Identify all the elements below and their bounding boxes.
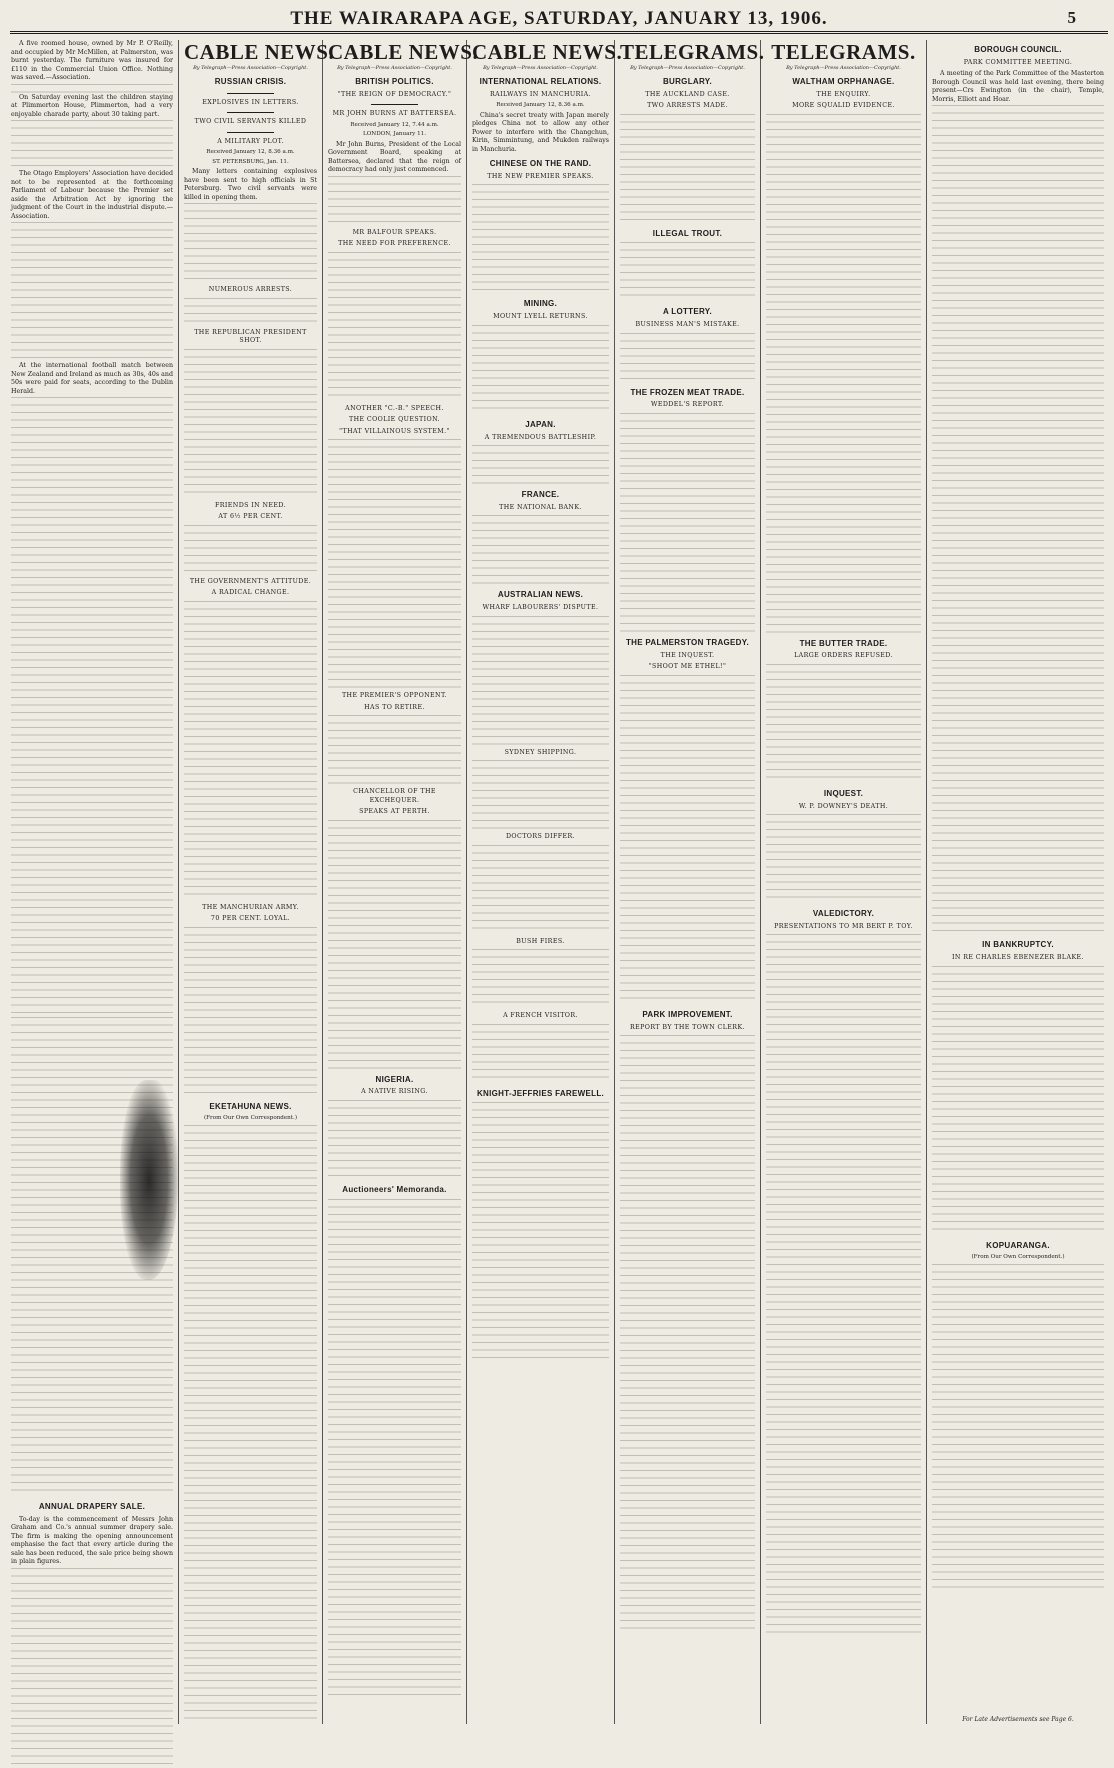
- sub-heading: W. P. DOWNEY'S DEATH.: [798, 802, 889, 810]
- sub-heading: THE GOVERNMENT'S ATTITUDE.: [189, 577, 312, 585]
- masthead-title: THE WAIRARAPA AGE, SATURDAY, JANUARY 13, 1906.: [290, 8, 828, 29]
- text-lines: [472, 845, 609, 935]
- sub-heading: PRESENTATIONS TO MR BERT P. TOY.: [774, 922, 913, 930]
- section-heading: BOROUGH COUNCIL.: [974, 45, 1062, 54]
- article-text: Mr John Burns, President of the Local Government Board, speaking at Battersea, declared that the reign of democracy had only just commenced.: [328, 140, 461, 174]
- credit-line: By Telegraph—Press Association—Copyright.: [337, 65, 452, 72]
- section-heading: A LOTTERY.: [662, 307, 713, 317]
- text-lines: [184, 525, 317, 575]
- text-lines: [766, 664, 921, 784]
- section-heading: INTERNATIONAL RELATIONS.: [479, 76, 602, 86]
- text-lines: [472, 325, 609, 415]
- text-lines: [932, 105, 1104, 935]
- section-heading: EKETAHUNA NEWS.: [209, 1101, 292, 1111]
- text-lines: [766, 934, 921, 1634]
- text-lines: [472, 760, 609, 830]
- sub-heading: A TREMENDOUS BATTLESHIP.: [484, 433, 597, 441]
- sub-heading: MR JOHN BURNS AT BATTERSEA.: [332, 110, 457, 118]
- article-text: A meeting of the Park Committee of the Masterton Borough Council was held last evening, there being present—Crs Ewington (in the chair), Temple, Morris, Elliott and Hoar.: [932, 70, 1104, 103]
- text-lines: [472, 1102, 609, 1362]
- article-text: To-day is the commencement of Messrs John Graham and Co.'s annual summer drapery sale. The firm is making the opening announcement emphasise the fact that every article during the sale has been reduced, the sale price being shown in plain figures.: [11, 1515, 173, 1566]
- sub-heading: THE COOLIE QUESTION.: [348, 416, 441, 424]
- column-6: [763, 40, 924, 1726]
- sub-heading: THE AUCKLAND CASE.: [645, 90, 730, 98]
- column-heading: CABLE NEWS.: [328, 40, 479, 64]
- text-lines: [620, 114, 755, 224]
- sub-heading: "THAT VILLAINOUS SYSTEM.": [339, 427, 450, 435]
- text-lines: [620, 1035, 755, 1635]
- credit-line: By Telegraph—Press Association—Copyright.: [786, 65, 901, 72]
- section-heading: VALEDICTORY.: [812, 909, 875, 919]
- section-heading: KNIGHT-JEFFRIES FAREWELL.: [476, 1088, 605, 1098]
- section-heading: Auctioneers' Memoranda.: [342, 1184, 447, 1194]
- credit-line: By Telegraph—Press Association—Copyright.: [630, 65, 745, 72]
- article-text: China's secret treaty with Japan merely pledges China not to allow any other Power to interfere with the Changchun, Kirin, Simmintung, and Mukden railways in Manchuria.: [472, 111, 609, 153]
- credit-line: By Telegraph—Press Association—Copyright.: [193, 65, 308, 72]
- sub-heading: "SHOOT ME ETHEL!": [648, 663, 727, 671]
- text-lines: [11, 397, 173, 1017]
- section-heading: THE BUTTER TRADE.: [799, 638, 888, 648]
- sub-heading: WHARF LABOURERS' DISPUTE.: [482, 604, 599, 612]
- column-1: [8, 40, 176, 1726]
- section-heading: BURGLARY.: [662, 76, 713, 86]
- section-heading: RUSSIAN CRISIS.: [214, 76, 287, 86]
- dateline: Received January 12, 8.36 a.m.: [496, 102, 585, 109]
- text-lines: [932, 966, 1104, 1236]
- section-heading: ANNUAL DRAPERY SALE.: [38, 1502, 146, 1511]
- section-heading: THE FROZEN MEAT TRADE.: [630, 387, 745, 397]
- text-lines: [184, 1125, 317, 1725]
- column-rule: [926, 40, 927, 1724]
- sub-heading: NUMEROUS ARRESTS.: [208, 286, 293, 294]
- sub-heading: SYDNEY SHIPPING.: [504, 748, 577, 756]
- column-5: [617, 40, 765, 1726]
- sub-heading: A NATIVE RISING.: [361, 1088, 428, 1096]
- section-heading: FRANCE.: [521, 490, 560, 500]
- sub-heading: AT 6½ PER CENT.: [218, 513, 283, 521]
- column-heading: TELEGRAMS.: [771, 40, 916, 64]
- text-lines: [328, 1199, 461, 1699]
- section-heading: NIGERIA.: [375, 1074, 414, 1084]
- sub-heading: THE PREMIER'S OPPONENT.: [341, 692, 448, 700]
- section-heading: JAPAN.: [525, 419, 556, 429]
- masthead: [10, 8, 1108, 34]
- sub-heading: A RADICAL CHANGE.: [211, 589, 290, 597]
- text-lines: [472, 949, 609, 1009]
- section-heading: MINING.: [523, 299, 558, 309]
- text-lines: [472, 1024, 609, 1084]
- sub-heading: CHANCELLOR OF THE EXCHEQUER.: [353, 788, 436, 804]
- sub-heading: HAS TO RETIRE.: [364, 703, 425, 711]
- text-lines: [620, 675, 755, 1005]
- dateline: Received January 12, 7.44 a.m.: [350, 121, 439, 128]
- column-rule: [466, 40, 467, 1724]
- sub-heading: 70 PER CENT. LOYAL.: [210, 915, 291, 923]
- sub-heading: THE NEW PREMIER SPEAKS.: [487, 172, 594, 180]
- sub-heading: IN RE CHARLES EBENEZER BLAKE.: [952, 954, 1084, 962]
- section-heading: CHINESE ON THE RAND.: [489, 159, 592, 169]
- text-lines: [11, 84, 173, 94]
- sub-heading: "THE REIGN OF DEMOCRACY.": [337, 90, 452, 98]
- text-lines: [11, 1568, 173, 1768]
- sub-heading: REPORT BY THE TOWN CLERK.: [630, 1023, 745, 1031]
- text-lines: [184, 349, 317, 499]
- credit-line: By Telegraph—Press Association—Copyright.: [483, 65, 598, 72]
- article-text: A five roomed house, owned by Mr P. O'Reilly, and occupied by Mr McMillen, at Palmerston, was burnt yesterday. The furniture was insured for £110 in the Commercial Union Office. Nothing was saved.—Association.: [11, 40, 173, 81]
- article-text: At the international football match between New Zealand and Ireland as much as 30s, 40s and 50s were paid for seats, according to the Dublin Herald.: [11, 362, 173, 395]
- sub-heading: THE REPUBLICAN PRESIDENT SHOT.: [194, 328, 307, 345]
- sub-heading: DOCTORS DIFFER.: [505, 833, 576, 841]
- section-heading: ILLEGAL TROUT.: [652, 228, 723, 238]
- correspondent-line: (From Our Own Correspondent.): [203, 1115, 297, 1122]
- sub-heading: THE MANCHURIAN ARMY.: [202, 903, 299, 911]
- sub-heading: TWO CIVIL SERVANTS KILLED: [194, 118, 307, 126]
- text-lines: [328, 439, 461, 689]
- section-heading: PARK IMPROVEMENT.: [642, 1009, 733, 1019]
- sub-heading: SPEAKS AT PERTH.: [359, 808, 430, 816]
- sub-heading: THE ENQUIRY.: [816, 90, 871, 98]
- correspondent-line: (From Our Own Correspondent.): [971, 1254, 1065, 1261]
- text-lines: [328, 1100, 461, 1180]
- text-lines: [620, 413, 755, 633]
- column-7: [929, 40, 1107, 1726]
- section-heading: INQUEST.: [823, 788, 864, 798]
- sub-heading: RAILWAYS IN MANCHURIA.: [489, 90, 592, 98]
- sub-heading: BUSINESS MAN'S MISTAKE.: [635, 321, 740, 329]
- divider: [371, 104, 418, 105]
- sub-heading: THE INQUEST.: [660, 651, 715, 659]
- section-heading: BRITISH POLITICS.: [355, 76, 434, 86]
- text-lines: [932, 1264, 1104, 1594]
- column-rule: [760, 40, 761, 1724]
- text-lines: [620, 242, 755, 302]
- sub-heading: WEDDEL'S REPORT.: [650, 401, 725, 409]
- column-3: [325, 40, 479, 1726]
- sub-heading: A FRENCH VISITOR.: [503, 1012, 578, 1020]
- section-heading: AUSTRALIAN NEWS.: [497, 590, 584, 600]
- divider: [227, 112, 274, 113]
- sub-heading: TWO ARRESTS MADE.: [647, 102, 728, 110]
- section-heading: IN BANKRUPTCY.: [982, 940, 1054, 950]
- sub-heading: A MILITARY PLOT.: [217, 137, 284, 145]
- column-2: [181, 40, 335, 1726]
- text-lines: [184, 203, 317, 283]
- text-lines: [766, 814, 921, 904]
- text-lines: [328, 715, 461, 785]
- article-text: On Saturday evening last the children staying at Plimmerton House, Plimmerton, had a very enjoyable charade party, about 30 taking part.: [11, 93, 173, 118]
- sub-heading: LARGE ORDERS REFUSED.: [794, 652, 893, 660]
- text-lines: [11, 120, 173, 170]
- text-lines: [472, 445, 609, 485]
- sub-heading: PARK COMMITTEE MEETING.: [963, 58, 1073, 66]
- sub-heading: MORE SQUALID EVIDENCE.: [792, 102, 895, 110]
- page-footer-note: For Late Advertisements see Page 6.: [962, 1716, 1074, 1723]
- text-lines: [766, 114, 921, 634]
- sub-heading: MOUNT LYELL RETURNS.: [493, 313, 588, 321]
- text-lines: [184, 927, 317, 1097]
- column-heading: CABLE NEWS.: [472, 40, 623, 64]
- column-rule: [178, 40, 179, 1724]
- column-heading: CABLE NEWS.: [184, 40, 335, 64]
- divider: [227, 93, 274, 94]
- text-lines: [184, 298, 317, 326]
- sub-heading: THE NEED FOR PREFERENCE.: [338, 240, 451, 248]
- text-lines: [472, 184, 609, 294]
- text-lines: [328, 820, 461, 1070]
- ink-blot: [120, 1080, 178, 1280]
- dateline: ST. PETERSBURG, Jan. 11.: [212, 158, 289, 165]
- text-lines: [328, 252, 461, 402]
- text-lines: [328, 176, 461, 226]
- text-lines: [11, 222, 173, 362]
- column-4: [469, 40, 623, 1726]
- sub-heading: BUSH FIRES.: [516, 937, 565, 945]
- column-heading: TELEGRAMS.: [620, 40, 765, 64]
- dateline: LONDON, January 11.: [363, 131, 426, 138]
- section-heading: THE PALMERSTON TRAGEDY.: [625, 637, 750, 647]
- text-lines: [620, 333, 755, 383]
- dateline: Received January 12, 8.36 a.m.: [206, 149, 295, 156]
- column-rule: [614, 40, 615, 1724]
- sub-heading: FRIENDS IN NEED.: [215, 501, 286, 509]
- sub-heading: THE NATIONAL BANK.: [499, 503, 582, 511]
- text-lines: [472, 616, 609, 746]
- divider: [227, 132, 274, 133]
- section-heading: KOPUARANGA.: [986, 1240, 1050, 1250]
- sub-heading: MR BALFOUR SPEAKS.: [352, 228, 437, 236]
- sub-heading: EXPLOSIVES IN LETTERS.: [202, 98, 299, 106]
- text-lines: [184, 601, 317, 901]
- article-text: The Otago Employers' Association have decided not to be represented at the forthcoming Parliament of Labour because the Premier set aside the Arbitration Act by ignoring the judgment of the Court in the industrial dispute.—Association.: [11, 170, 173, 220]
- article-text: Many letters containing explosives have been sent to high officials in St Petersburg. Two civil servants were killed in opening them.: [184, 168, 317, 201]
- section-heading: WALTHAM ORPHANAGE.: [792, 76, 895, 86]
- column-rule: [322, 40, 323, 1724]
- text-lines: [472, 515, 609, 585]
- page-number: 5: [1067, 8, 1076, 27]
- sub-heading: ANOTHER "C.-B." SPEECH.: [345, 404, 444, 412]
